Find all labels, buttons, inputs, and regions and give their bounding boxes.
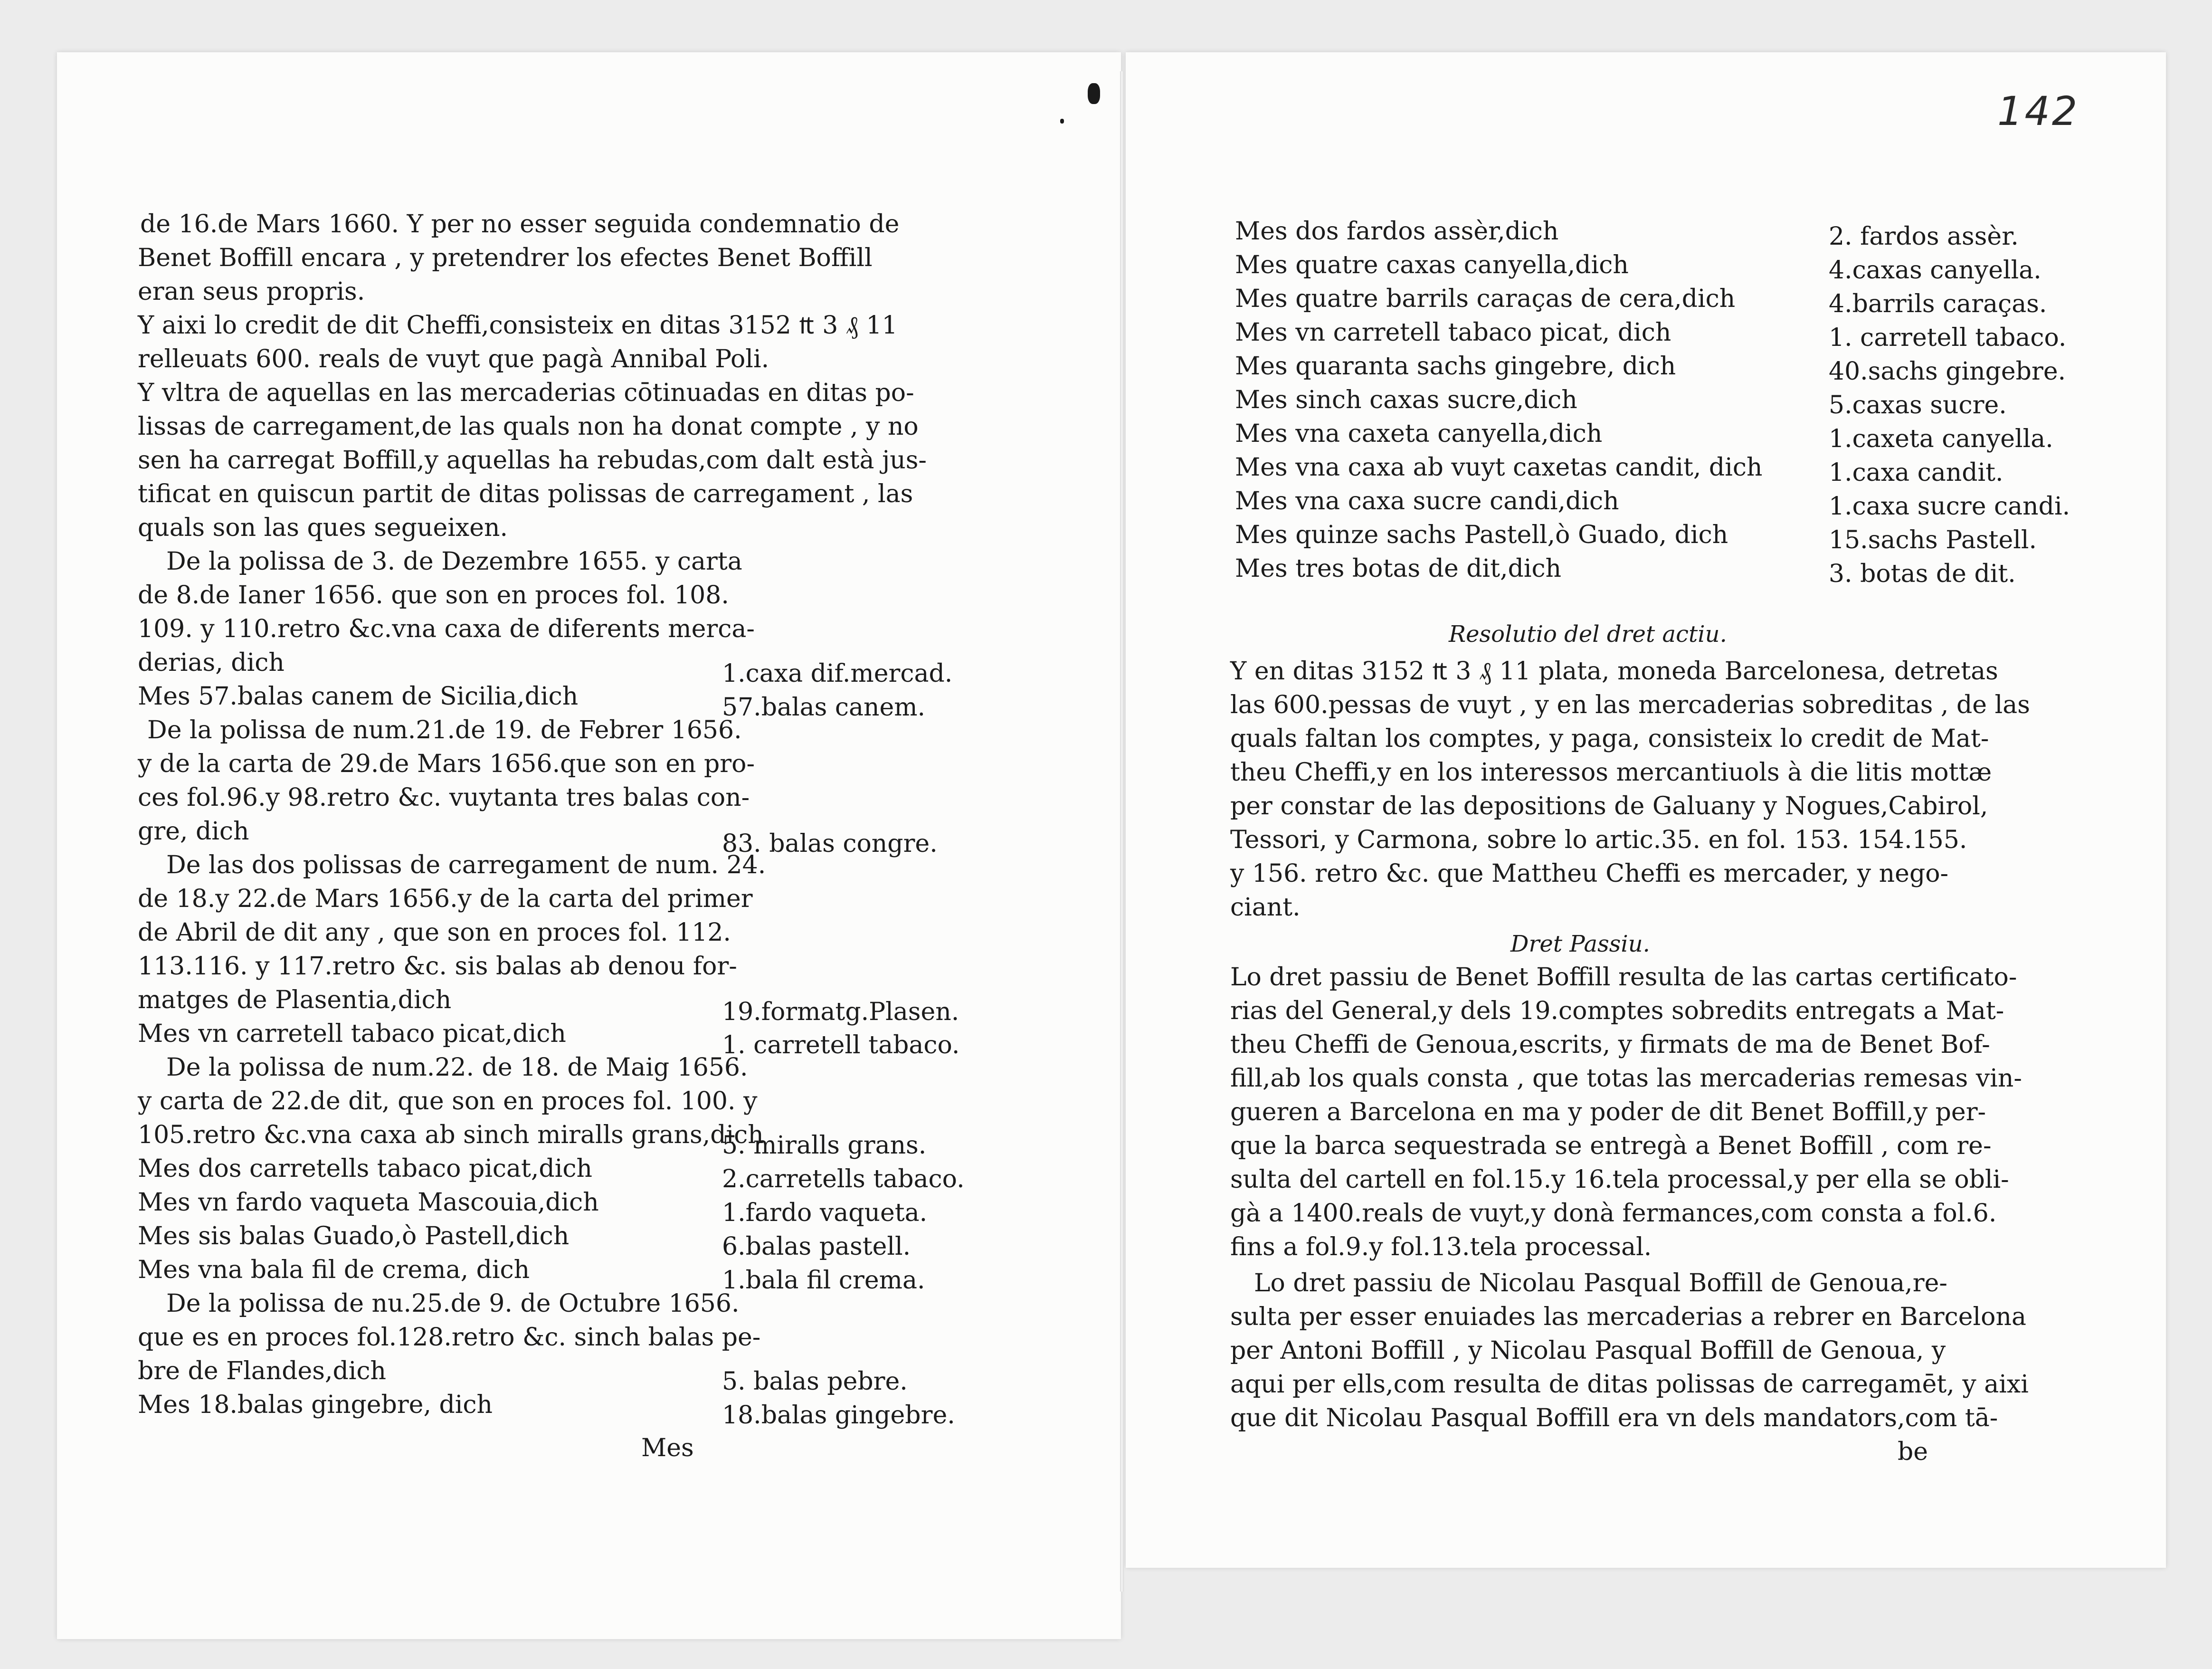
quantity-entry: 1.bala fil crema. [722,1266,925,1295]
text-line: y 156. retro &c. que Mattheu Cheffi es mercader, y nego- [1230,859,1949,888]
item-line: Mes quinze sachs Pastell,ò Guado, dich [1235,521,1728,549]
text-line: theu Cheffi,y en los interessos mercantiuols à die litis mottæ [1230,758,1992,787]
text-line: Lo dret passiu de Nicolau Pasqual Boffill de Genoua,re- [1254,1269,1947,1297]
quantity-entry: 5. balas pebre. [722,1367,908,1396]
text-line: Mes vn fardo vaqueta Mascouia,dich [138,1188,599,1217]
quantity-entry: 1. carretell tabaco. [722,1031,960,1059]
item-line: Mes vn carretell tabaco picat, dich [1235,318,1671,347]
quantity-entry: 3. botas de dit. [1829,560,2016,588]
item-line: Mes quatre caxas canyella,dich [1235,251,1629,279]
quantity-entry: 2. fardos assèr. [1829,222,2019,251]
text-line: Mes 18.balas gingebre, dich [138,1391,493,1419]
text-line: Mes vn carretell tabaco picat,dich [138,1020,566,1048]
text-line: quals faltan los comptes, y paga, consisteix lo credit de Mat- [1230,725,1989,753]
text-line: lissas de carregament,de las quals non ha donat compte , y no [138,412,919,441]
text-line: rias del General,y dels 19.comptes sobredits entregats a Mat- [1230,997,2004,1025]
quantity-entry: 4.caxas canyella. [1829,256,2041,285]
item-line: Mes vna caxa sucre candi,dich [1235,487,1619,515]
text-line: relleuats 600. reals de vuyt que pagà Annibal Poli. [138,345,769,373]
text-line: theu Cheffi de Genoua,escrits, y firmats de ma de Benet Bof- [1230,1030,1990,1059]
catchword: be [1898,1438,1928,1466]
book-gutter [1120,71,1124,1592]
text-line: gre, dich [138,817,249,846]
text-line: de 16.de Mars 1660. Y per no esser seguida condemnatio de [140,210,900,238]
quantity-entry: 6.balas pastell. [722,1232,911,1261]
text-line: Mes vna bala fil de crema, dich [138,1256,530,1284]
text-line: tificat en quiscun partit de ditas polissas de carregament , las [138,480,913,508]
text-line: Benet Boffill encara , y pretendrer los efectes Benet Boffill [138,244,873,272]
text-line: gueren a Barcelona en ma y poder de dit Benet Boffill,y per- [1230,1098,1986,1126]
quantity-entry: 19.formatg.Plasen. [722,998,959,1026]
text-line: per constar de las depositions de Galuany y Nogues,Cabirol, [1230,792,1988,820]
text-line: De la polissa de num.21.de 19. de Febrer 1656. [147,716,742,744]
quantity-entry: 5. miralls grans. [722,1131,927,1160]
ink-blot-mark [1060,119,1064,124]
text-line: Lo dret passiu de Benet Boffill resulta de las cartas certificato- [1230,963,2017,992]
text-line: eran seus propris. [138,277,365,306]
catchword: Mes [641,1434,694,1462]
text-line: Tessori, y Carmona, sobre lo artic.35. en fol. 153. 154.155. [1230,826,1967,854]
text-line: De las dos polissas de carregament de num. 24. [166,851,766,879]
item-line: Mes tres botas de dit,dich [1235,554,1562,583]
quantity-entry: 83. balas congre. [722,830,938,858]
text-line: Mes dos carretells tabaco picat,dich [138,1154,592,1183]
text-line: derias, dich [138,649,285,677]
text-line: ces fol.96.y 98.retro &c. vuytanta tres balas con- [138,783,750,812]
ink-blot-mark [1088,83,1100,104]
text-line: de Abril de dit any , que son en proces fol. 112. [138,918,731,947]
quantity-entry: 1. carretell tabaco. [1829,324,2067,352]
text-line: quals son las ques segueixen. [138,514,508,542]
text-line: Mes sis balas Guado,ò Pastell,dich [138,1222,570,1250]
quantity-entry: 1.fardo vaqueta. [722,1199,928,1227]
text-line: sen ha carregat Boffill,y aquellas ha rebudas,com dalt està jus- [138,446,927,475]
text-line: Y vltra de aquellas en las mercaderias cōtinuadas en ditas po- [138,379,914,407]
text-line: fill,ab los quals consta , que totas las mercaderias remesas vin- [1230,1064,2022,1093]
text-line: De la polissa de nu.25.de 9. de Octubre 1656. [166,1289,740,1318]
quantity-entry: 57.balas canem. [722,693,926,722]
quantity-entry: 1.caxa sucre candi. [1829,492,2070,521]
section-heading: Dret Passiu. [1510,931,1650,957]
text-line: Mes 57.balas canem de Sicilia,dich [138,682,579,711]
section-heading: Resolutio del dret actiu. [1449,621,1727,648]
quantity-entry: 18.balas gingebre. [722,1401,955,1430]
text-line: fins a fol.9.y fol.13.tela processal. [1230,1233,1652,1261]
text-line: de 8.de Ianer 1656. que son en proces fol. 108. [138,581,729,610]
quantity-entry: 1.caxeta canyella. [1829,425,2053,453]
quantity-entry: 1.caxa candit. [1829,458,2003,487]
text-line: que la barca sequestrada se entregà a Benet Boffill , com re- [1230,1132,1992,1160]
quantity-entry: 5.caxas sucre. [1829,391,2007,420]
item-line: Mes quaranta sachs gingebre, dich [1235,352,1676,381]
text-line: 109. y 110.retro &c.vna caxa de diferents merca- [138,615,755,643]
item-line: Mes sinch caxas sucre,dich [1235,386,1577,414]
text-line: 113.116. y 117.retro &c. sis balas ab denou for- [138,952,737,981]
text-line: De la polissa de 3. de Dezembre 1655. y carta [166,547,742,576]
text-line: de 18.y 22.de Mars 1656.y de la carta del primer [138,885,753,913]
text-line: De la polissa de num.22. de 18. de Maig 1656. [166,1053,748,1082]
quantity-entry: 1.caxa dif.mercad. [722,659,953,688]
item-line: Mes vna caxa ab vuyt caxetas candit, dich [1235,453,1763,482]
text-line: per Antoni Boffill , y Nicolau Pasqual Boffill de Genoua, y [1230,1336,1946,1365]
quantity-entry: 2.carretells tabaco. [722,1165,965,1193]
text-line: que dit Nicolau Pasqual Boffill era vn dels mandators,com tā- [1230,1404,1998,1432]
text-line: Y aixi lo credit de dit Cheffi,consisteix en ditas 3152 ₶ 3 ₰ 11 [138,311,898,340]
quantity-entry: 15.sachs Pastell. [1829,526,2037,554]
item-line: Mes vna caxeta canyella,dich [1235,420,1603,448]
text-line: bre de Flandes,dich [138,1357,387,1385]
text-line: las 600.pessas de vuyt , y en las mercaderias sobreditas , de las [1230,691,2030,719]
item-line: Mes dos fardos assèr,dich [1235,217,1559,246]
quantity-entry: 40.sachs gingebre. [1829,357,2066,386]
text-line: que es en proces fol.128.retro &c. sinch balas pe- [138,1323,761,1352]
text-line: ciant. [1230,893,1301,922]
item-line: Mes quatre barrils caraças de cera,dich [1235,285,1736,313]
text-line: matges de Plasentia,dich [138,986,452,1014]
text-line: y de la carta de 29.de Mars 1656.que son en pro- [138,750,755,778]
text-line: gà a 1400.reals de vuyt,y donà fermances,com consta a fol.6. [1230,1199,1997,1228]
page-number: 142 [1997,88,2079,134]
text-line: 105.retro &c.vna caxa ab sinch miralls grans,dich [138,1121,764,1149]
text-line: sulta per esser enuiades las mercaderias a rebrer en Barcelona [1230,1303,2026,1331]
text-line: aqui per ells,com resulta de ditas polissas de carregamēt, y aixi [1230,1370,2029,1399]
text-line: Y en ditas 3152 ₶ 3 ₰ 11 plata, moneda Barcelonesa, detretas [1230,657,1998,686]
text-line: y carta de 22.de dit, que son en proces fol. 100. y [138,1087,758,1116]
text-line: sulta del cartell en fol.15.y 16.tela processal,y per ella se obli- [1230,1165,2009,1194]
quantity-entry: 4.barrils caraças. [1829,290,2047,318]
